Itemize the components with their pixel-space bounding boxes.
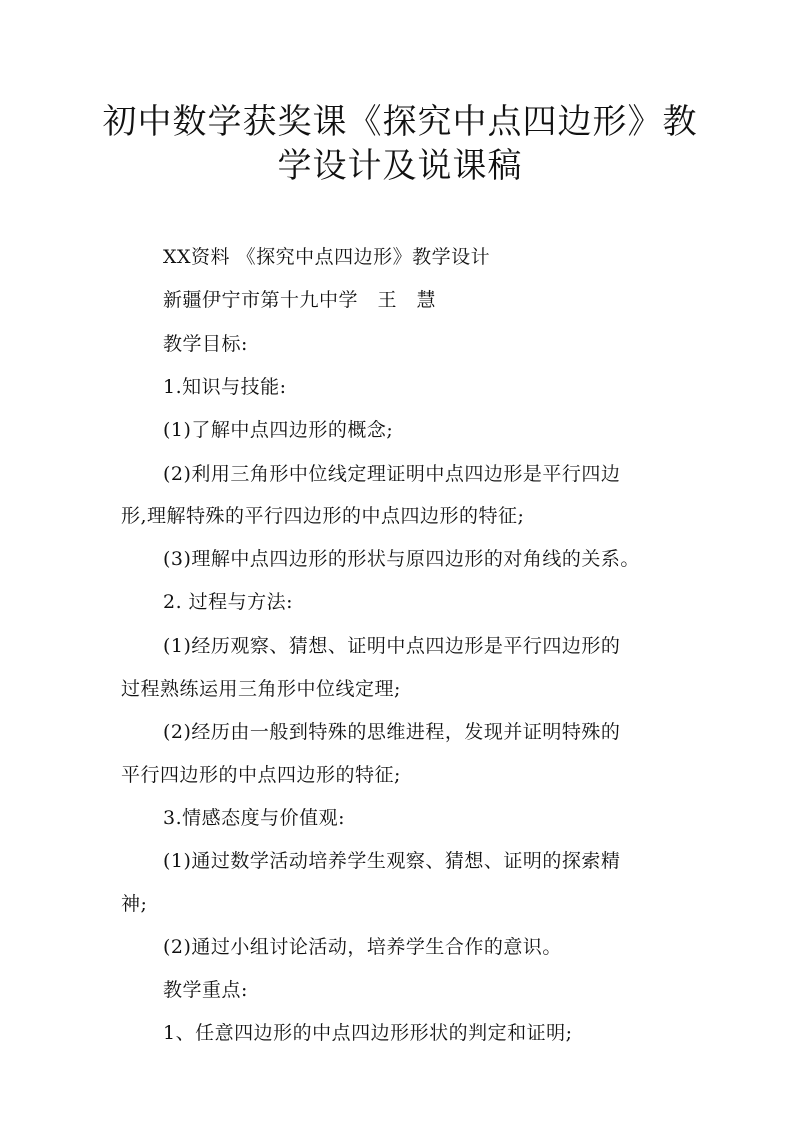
subheading-attitude-values: 3.情感态度与价值观: (163, 807, 346, 829)
section-heading-key-points: 教学重点: (163, 979, 248, 1001)
subheading-process-methods: 2. 过程与方法: (163, 591, 294, 613)
paragraph-line: (1)经历观察、猜想、证明中点四边形是平行四边形的 (163, 635, 621, 657)
subheading-knowledge-skills: 1.知识与技能: (163, 376, 287, 398)
paragraph-line: (1)了解中点四边形的概念; (163, 419, 394, 441)
paragraph-line: 形,理解特殊的平行四边形的中点四边形的特征; (121, 505, 525, 527)
document-title-line-2: 学设计及说课稿 (277, 146, 523, 186)
source-line: XX资料 《探究中点四边形》教学设计 (163, 246, 491, 268)
paragraph-line: (2)通过小组讨论活动，培养学生合作的意识。 (163, 936, 562, 958)
paragraph-line: (3)理解中点四边形的形状与原四边形的对角线的关系。 (163, 548, 640, 570)
paragraph-line: 平行四边形的中点四边形的特征; (121, 764, 401, 786)
paragraph-line: (2)经历由一般到特殊的思维进程，发现并证明特殊的 (163, 721, 621, 743)
paragraph-line: 神; (121, 893, 148, 915)
paragraph-line: 1、任意四边形的中点四边形形状的判定和证明; (163, 1022, 573, 1044)
paragraph-line: (1)通过数学活动培养学生观察、猜想、证明的探索精 (163, 850, 621, 872)
section-heading-objectives: 教学目标: (163, 333, 248, 355)
author-line: 新疆伊宁市第十九中学 王 慧 (163, 289, 437, 311)
paragraph-line: (2)利用三角形中位线定理证明中点四边形是平行四边 (163, 463, 621, 485)
document-title-line-1: 初中数学获奖课《探究中点四边形》教 (102, 102, 698, 142)
paragraph-line: 过程熟练运用三角形中位线定理; (121, 678, 401, 700)
